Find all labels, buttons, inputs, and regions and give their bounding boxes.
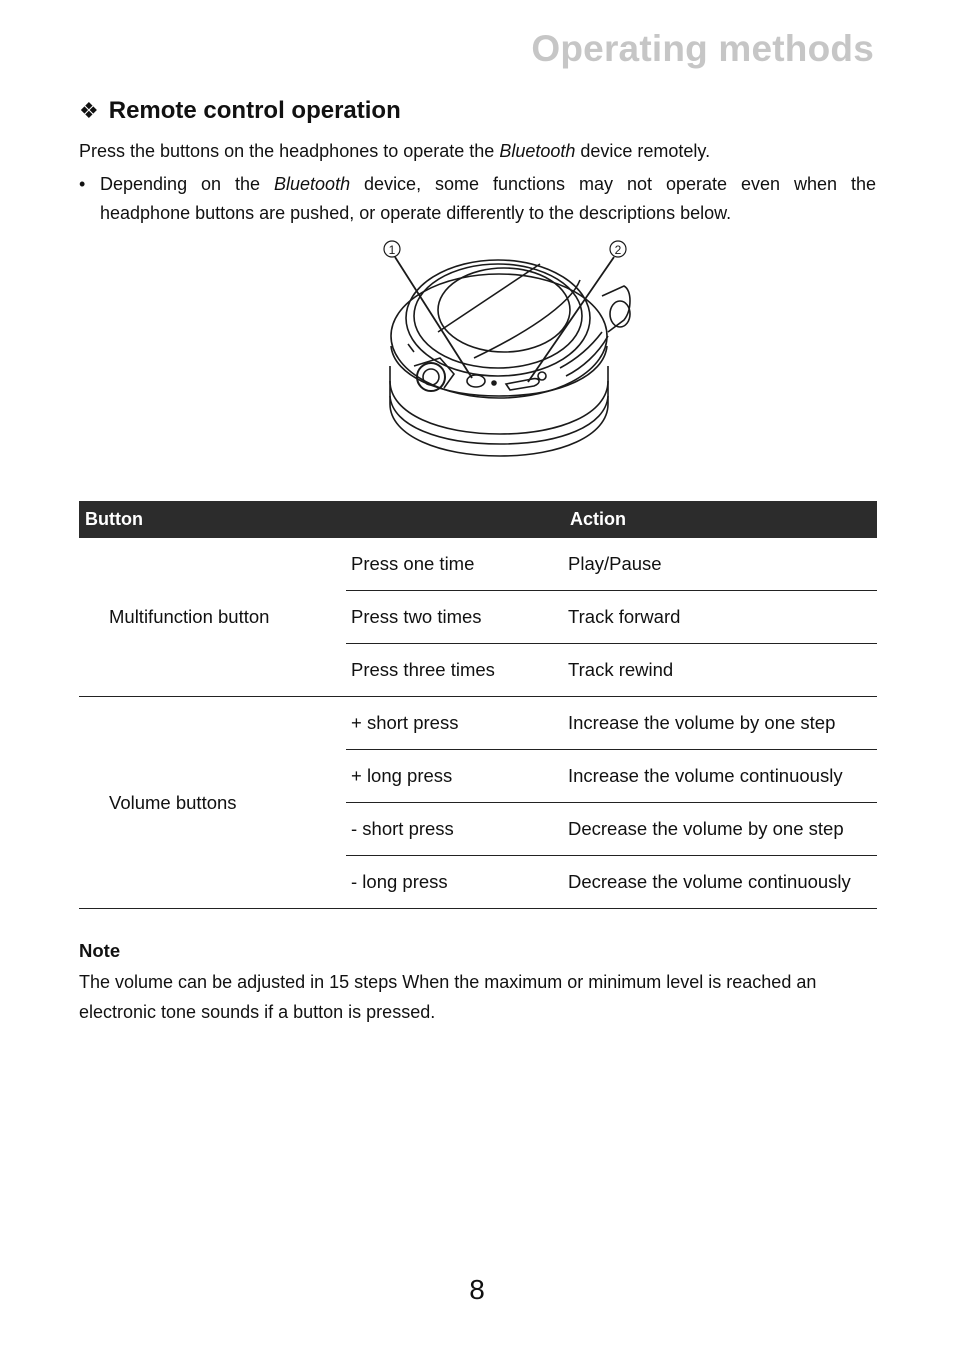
bullet-text-1: Depending on the xyxy=(100,174,275,194)
action-cell: Increase the volume by one step xyxy=(563,697,877,750)
svg-text:1: 1 xyxy=(388,243,396,257)
intro-text-1: Press the buttons on the headphones to operate the xyxy=(79,141,500,161)
intro-paragraph xyxy=(79,140,876,162)
press-cell: - long press xyxy=(346,856,563,909)
press-cell: Press two times xyxy=(346,591,563,644)
press-cell: + long press xyxy=(346,750,563,803)
header-action: Action xyxy=(563,501,877,538)
page-title: Operating methods xyxy=(531,28,874,69)
header-button: Button xyxy=(79,501,346,538)
callout-1 xyxy=(384,241,400,257)
action-cell: Decrease the volume by one step xyxy=(563,803,877,856)
callout-2 xyxy=(610,241,626,257)
action-cell: Increase the volume continuously xyxy=(563,750,877,803)
section-heading xyxy=(79,97,401,125)
group-multifunction: Multifunction button xyxy=(79,538,346,697)
press-cell: Press one time xyxy=(346,538,563,591)
bullet-line-1 xyxy=(100,170,876,199)
press-cell: - short press xyxy=(346,803,563,856)
action-cell: Decrease the volume continuously xyxy=(563,856,877,909)
bullet-line-2: headphone buttons are pushed, or operate differently to the descriptions below. xyxy=(100,203,732,223)
section-heading-text: Remote control operation xyxy=(108,97,401,124)
note-text: The volume can be adjusted in 15 steps When the maximum or minimum level is reached an electronic tone sounds if a button is pressed. xyxy=(79,972,817,1022)
table-row xyxy=(79,697,877,750)
press-cell: + short press xyxy=(346,697,563,750)
group-volume: Volume buttons xyxy=(79,697,346,909)
intro-text-2: device remotely. xyxy=(575,141,711,161)
press-cell: Press three times xyxy=(346,644,563,697)
remote-control-table xyxy=(79,501,877,909)
action-cell: Play/Pause xyxy=(563,538,877,591)
page-number: 8 xyxy=(469,1274,485,1305)
diamond-icon: ❖ xyxy=(79,98,99,123)
note-title: Note xyxy=(79,940,121,961)
bullet-dot: • xyxy=(79,174,86,194)
header-blank xyxy=(346,501,563,538)
intro-italic: Bluetooth xyxy=(499,141,576,161)
table-row xyxy=(79,538,877,591)
action-cell: Track rewind xyxy=(563,644,877,697)
bullet-item xyxy=(79,170,876,228)
bullet-italic: Bluetooth xyxy=(274,174,351,194)
action-cell: Track forward xyxy=(563,591,877,644)
svg-text:2: 2 xyxy=(614,243,622,257)
bullet-text-2: device, some functions may not operate even when the xyxy=(350,174,877,194)
headphone-earcup-figure xyxy=(370,236,640,462)
